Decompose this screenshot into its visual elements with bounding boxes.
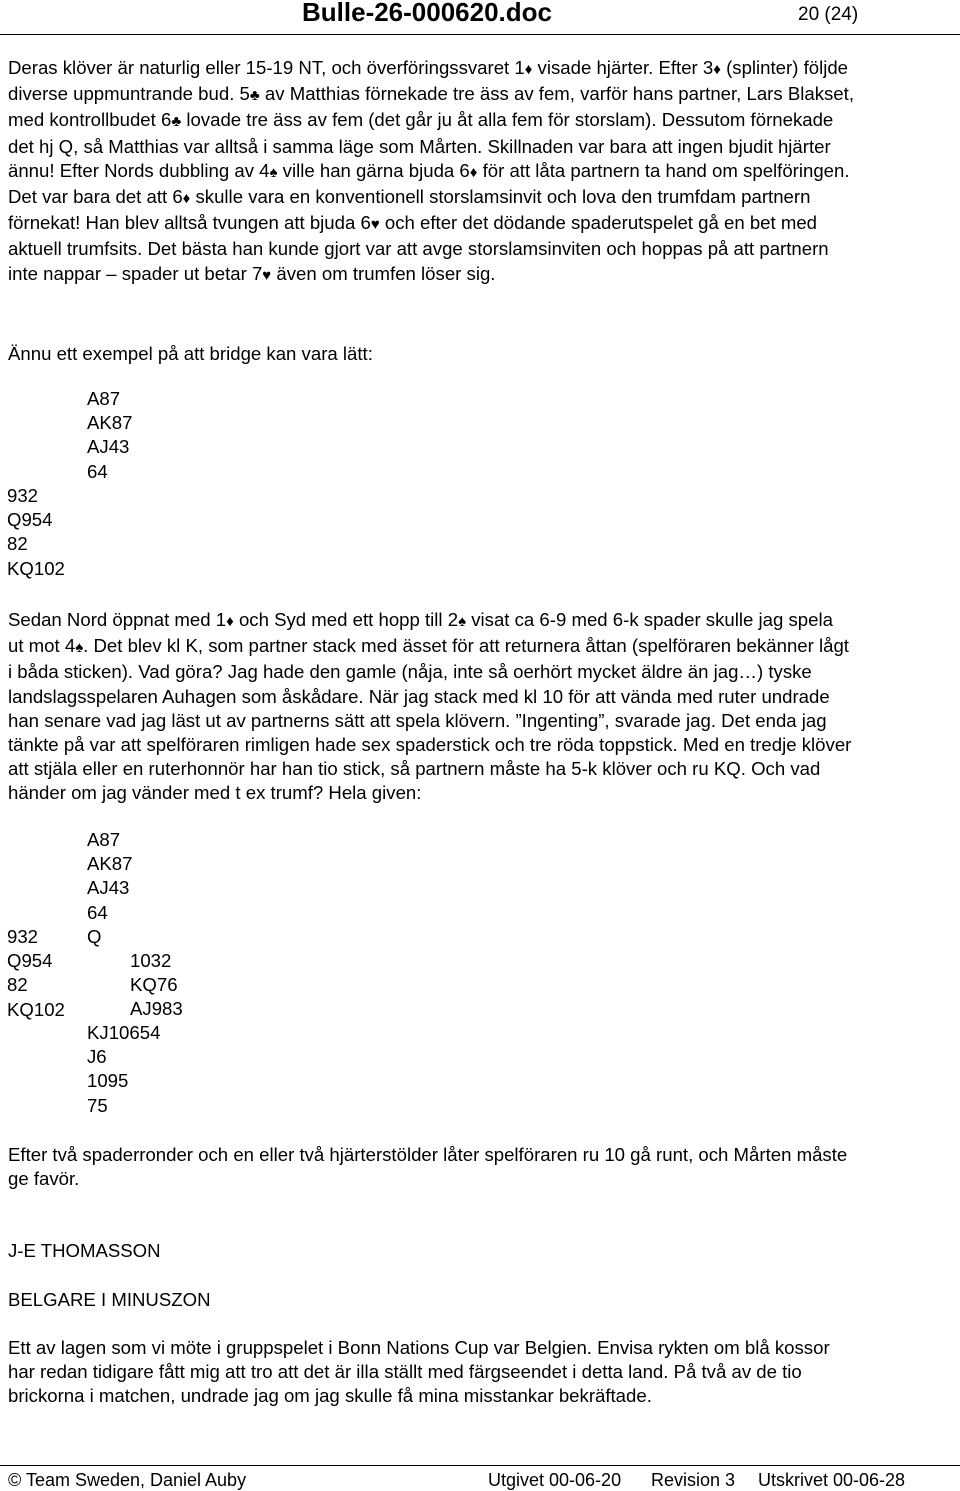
card-holding: KQ102	[7, 998, 65, 1020]
suit-symbol: ♦	[226, 613, 234, 630]
suit-symbol: ♦	[713, 61, 721, 78]
paragraph-splinter-discussion	[8, 56, 956, 288]
text-line: det hj Q, så Matthias var alltså i samma läge som Mårten. Skillnaden var bara att ingen bjudit hjärter	[8, 135, 831, 157]
page-footer	[0, 1465, 960, 1490]
text-line: händer om jag vänder med t ex trumf? Hela given:	[8, 782, 422, 804]
text-line: inte nappar – spader ut betar 7♥ även om trumfen löser sig.	[8, 262, 496, 284]
card-holding: 82	[7, 974, 28, 996]
card-holding: AK87	[87, 853, 133, 875]
section-heading	[8, 1288, 956, 1312]
card-holding: 1032	[130, 950, 172, 971]
text-line: BELGARE I MINUSZON	[8, 1289, 211, 1310]
card-holding: AJ43	[87, 877, 130, 899]
card-holding: 1095	[87, 1070, 129, 1092]
text-line: J-E THOMASSON	[8, 1240, 161, 1261]
text-line: Ännu ett exempel på att bridge kan vara lätt:	[8, 343, 373, 364]
paragraph-intro-example	[8, 342, 956, 366]
text-line: har redan tidigare fått mig att tro att det är illa ställt med färgseendet i detta land. På två av de tio	[8, 1361, 802, 1383]
text-line: att stjäla eller en ruterhonnör har han tio stick, så partnern måste ha 5-k klöver och ru KQ. Och vad	[8, 758, 821, 780]
card-holding: AJ983	[130, 998, 183, 1020]
card-holding: AK87	[87, 412, 133, 434]
suit-symbol: ♣	[249, 87, 260, 105]
suit-symbol: ♥	[262, 266, 272, 284]
paragraph-belgium	[8, 1336, 956, 1409]
card-holding: 932	[7, 485, 39, 506]
suit-symbol: ♠	[458, 613, 467, 630]
card-holding: KQ76	[130, 974, 178, 996]
text-line: Ett av lagen som vi möte i gruppspelet i Bonn Nations Cup var Belgien. Envisa rykten om blå kossor	[8, 1337, 830, 1358]
paragraph-defense-problem	[8, 608, 956, 806]
card-holding: 82	[7, 533, 28, 555]
document-title: Bulle-26-000620.doc	[302, 0, 553, 27]
deal2-west-hand	[7, 925, 65, 1022]
text-line: ut mot 4♠. Det blev kl K, som partner stack med ässet för att returnera åttan (spelföraren bekänner lågt	[8, 635, 849, 657]
text-line: brickorna i matchen, undrade jag om jag skulle få mina misstankar bekräftade.	[8, 1385, 652, 1407]
deal2-center-card	[87, 925, 101, 949]
text-line: Efter två spaderronder och en eller två hjärterstölder låter spelföraren ru 10 gå runt, och Mårten måste	[8, 1144, 848, 1165]
card-holding: A87	[87, 388, 121, 409]
suit-symbol: ♦	[182, 190, 191, 208]
card-holding: Q	[87, 926, 102, 947]
author-name	[8, 1239, 956, 1263]
paragraph-conclusion	[8, 1143, 956, 1191]
deal1-west-hand	[7, 484, 65, 581]
card-holding: 64	[87, 460, 108, 482]
suit-symbol: ♦	[469, 163, 478, 181]
card-holding: J6	[87, 1046, 107, 1068]
footer-copyright: © Team Sweden, Daniel Auby	[8, 1470, 247, 1490]
text-line: ge favör.	[8, 1168, 80, 1190]
text-line: ännu! Efter Nords dubbling av 4♠ ville han gärna bjuda 6♦ för att låta partnern ta hand om spelföringen.	[8, 159, 850, 181]
text-line: i båda sticken). Vad göra? Jag hade den gamle (nåja, inte så oerhört mycket äldre än jag…) tyske	[8, 661, 812, 683]
card-holding: 75	[87, 1094, 108, 1116]
suit-symbol: ♦	[524, 61, 533, 78]
footer-published-date: Utgivet 00-06-20	[488, 1470, 622, 1490]
card-holding: KQ102	[7, 557, 65, 579]
footer-printed-date: Utskrivet 00-06-28	[758, 1470, 906, 1490]
text-line: landslagsspelaren Auhagen som åskådare. När jag stack med kl 10 för att vända med ruter undrade	[8, 685, 830, 707]
deal2-south-hand	[87, 1021, 160, 1118]
card-holding: 932	[7, 926, 39, 947]
text-line: Deras klöver är naturlig eller 15-19 NT, och överföringssvaret 1♦ visade hjärter. Efter 3♦ (splinter) följde	[8, 57, 849, 78]
card-holding: KJ10654	[87, 1022, 161, 1043]
text-line: diverse uppmuntrande bud. 5♣ av Matthias förnekade tre äss av fem, varför hans partner, Lars Blakset,	[8, 83, 854, 105]
card-holding: AJ43	[87, 436, 130, 458]
card-holding: Q954	[7, 509, 53, 531]
page-header	[0, 0, 960, 35]
footer-revision: Revision 3	[651, 1470, 736, 1490]
deal1-north-hand	[87, 387, 133, 484]
card-holding: A87	[87, 829, 121, 850]
text-line: aktuell trumfsits. Det bästa han kunde gjort var att avge storslamsinviten och hoppas på att partnern	[8, 238, 829, 260]
suit-symbol: ♥	[370, 216, 380, 234]
text-line: tänkte på var att spelföraren rimligen hade sex spaderstick och tre röda toppstick. Med en tredje klöver	[8, 734, 852, 756]
text-line: han senare vad jag läst ut av partnerns sätt att spela klövern. ”Ingenting”, svarade jag. Det enda jag	[8, 709, 827, 731]
suit-symbol: ♠	[75, 639, 84, 657]
suit-symbol: ♠	[269, 163, 278, 181]
card-holding: 64	[87, 901, 108, 923]
text-line: Sedan Nord öppnat med 1♦ och Syd med ett hopp till 2♠ visat ca 6-9 med 6-k spader skulle jag spela	[8, 609, 833, 630]
deal2-east-hand	[130, 949, 183, 1022]
text-line: förnekat! Han blev alltså tvungen att bjuda 6♥ och efter det dödande spaderutspelet gå en bet med	[8, 212, 818, 234]
card-holding: Q954	[7, 950, 53, 972]
deal2-north-hand	[87, 828, 133, 925]
text-line: med kontrollbudet 6♣ lovade tre äss av fem (det går ju åt alla fem för storslam). Dessutom förnekade	[8, 109, 834, 131]
page-number: 20 (24)	[798, 4, 859, 25]
suit-symbol: ♣	[171, 113, 182, 131]
text-line: Det var bara det att 6♦ skulle vara en konventionell storslamsinvit och lova den trumfdam partnern	[8, 186, 811, 208]
